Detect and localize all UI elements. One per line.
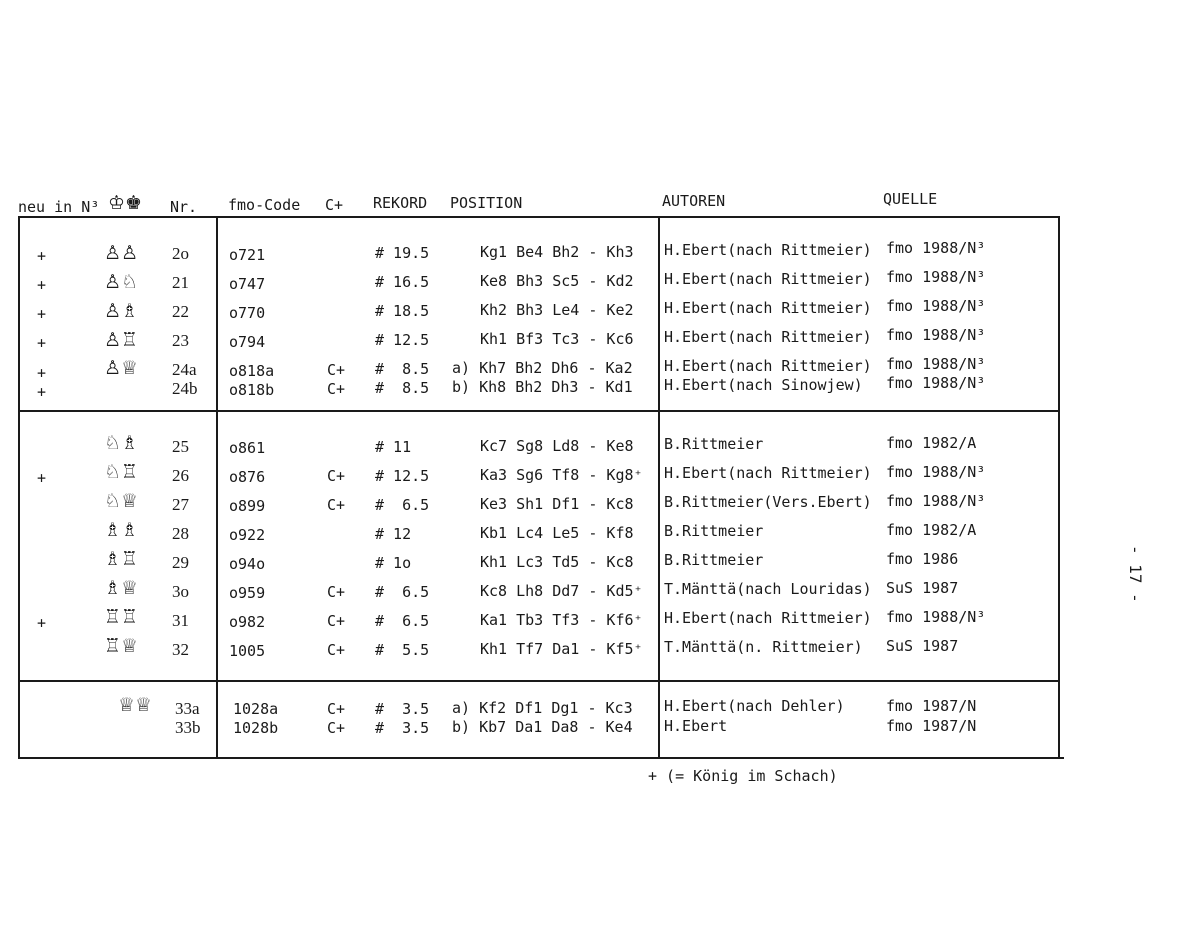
cell-nr: 22	[172, 302, 189, 321]
header-rekord: REKORD	[373, 194, 428, 212]
cell-rekord: # 12.5	[375, 331, 430, 349]
cell-neu: +	[37, 334, 47, 352]
cell-position: b) Kh8 Bh2 Dh3 - Kd1	[452, 378, 633, 396]
cell-rekord: # 12	[375, 525, 412, 543]
cell-author: T.Mänttä(n. Rittmeier)	[664, 638, 863, 656]
cell-pieces-icon: ♕♕	[118, 694, 153, 716]
cell-nr: 24a	[172, 360, 197, 379]
cell-source: fmo 1986	[886, 550, 959, 568]
cell-position: Ke8 Bh3 Sc5 - Kd2	[480, 272, 634, 290]
cell-rekord: # 6.5	[375, 496, 430, 514]
cell-author: H.Ebert(nach Dehler)	[664, 697, 845, 715]
cell-cplus: C+	[327, 583, 346, 601]
cell-rekord: # 11	[375, 438, 412, 456]
cell-neu: +	[37, 614, 47, 632]
cell-pieces-icon: ♘♕	[104, 490, 139, 512]
cell-neu: +	[37, 469, 47, 487]
cell-code: o818b	[229, 381, 275, 399]
cell-source: fmo 1988/N³	[886, 268, 986, 286]
header-autoren: AUTOREN	[662, 192, 726, 210]
cell-author: H.Ebert(nach Rittmeier)	[664, 357, 872, 375]
table-bottom-rule	[18, 757, 1064, 759]
table-left-border	[18, 216, 20, 759]
cell-code: o747	[229, 275, 266, 293]
cell-pieces-icon: ♙♖	[104, 329, 139, 351]
cell-nr: 24b	[172, 379, 198, 398]
cell-neu: +	[37, 383, 47, 401]
cell-position: Ke3 Sh1 Df1 - Kc8	[480, 495, 634, 513]
cell-nr: 32	[172, 640, 189, 659]
cell-author: H.Ebert(nach Rittmeier)	[664, 609, 872, 627]
cell-nr: 3o	[172, 582, 189, 601]
cell-author: B.Rittmeier(Vers.Ebert)	[664, 493, 872, 511]
cell-position: a) Kf2 Df1 Dg1 - Kc3	[452, 699, 633, 717]
cell-rekord: # 18.5	[375, 302, 430, 320]
cell-code: o94o	[229, 555, 266, 573]
cell-rekord: # 19.5	[375, 244, 430, 262]
header-cplus: C+	[325, 196, 344, 214]
cell-nr: 33a	[175, 699, 200, 718]
cell-code: o794	[229, 333, 266, 351]
cell-code: o721	[229, 246, 266, 264]
cell-position: Kg1 Be4 Bh2 - Kh3	[480, 243, 634, 261]
group-divider-1	[18, 410, 1060, 412]
cell-position: Kh1 Lc3 Td5 - Kc8	[480, 553, 634, 571]
cell-position: a) Kh7 Bh2 Dh6 - Ka2	[452, 359, 633, 377]
cell-nr: 2o	[172, 244, 189, 263]
cell-cplus: C+	[327, 380, 346, 398]
cell-author: H.Ebert(nach Sinowjew)	[664, 376, 863, 394]
cell-source: fmo 1988/N³	[886, 326, 986, 344]
cell-source: fmo 1988/N³	[886, 297, 986, 315]
table-right-border	[1058, 216, 1060, 759]
cell-source: fmo 1987/N	[886, 697, 977, 715]
cell-source: fmo 1988/N³	[886, 463, 986, 481]
cell-position: Ka3 Sg6 Tf8 - Kg8⁺	[480, 466, 643, 484]
cell-code: 1028b	[233, 719, 279, 737]
cell-pieces-icon: ♗♕	[104, 577, 139, 599]
cell-cplus: C+	[327, 496, 346, 514]
cell-author: H.Ebert(nach Rittmeier)	[664, 299, 872, 317]
cell-source: SuS 1987	[886, 579, 959, 597]
cell-neu: +	[37, 247, 47, 265]
cell-nr: 26	[172, 466, 189, 485]
cell-author: T.Mänttä(nach Louridas)	[664, 580, 872, 598]
cell-author: H.Ebert(nach Rittmeier)	[664, 464, 872, 482]
cell-code: 1005	[229, 642, 266, 660]
cell-code: o861	[229, 439, 266, 457]
cell-author: B.Rittmeier	[664, 551, 764, 569]
cell-rekord: # 5.5	[375, 641, 430, 659]
cell-position: Kh2 Bh3 Le4 - Ke2	[480, 301, 634, 319]
cell-pieces-icon: ♗♗	[104, 519, 139, 541]
column-divider-nr	[216, 216, 218, 759]
cell-source: fmo 1982/A	[886, 521, 977, 539]
cell-nr: 29	[172, 553, 189, 572]
cell-source: fmo 1982/A	[886, 434, 977, 452]
cell-source: fmo 1988/N³	[886, 608, 986, 626]
header-nr: Nr.	[170, 198, 198, 216]
cell-position: Kb1 Lc4 Le5 - Kf8	[480, 524, 634, 542]
cell-code: o770	[229, 304, 266, 322]
cell-author: H.Ebert(nach Rittmeier)	[664, 270, 872, 288]
cell-position: b) Kb7 Da1 Da8 - Ke4	[452, 718, 633, 736]
cell-cplus: C+	[327, 719, 346, 737]
cell-position: Kh1 Tf7 Da1 - Kf5⁺	[480, 640, 643, 658]
cell-source: SuS 1987	[886, 637, 959, 655]
cell-rekord: # 16.5	[375, 273, 430, 291]
cell-cplus: C+	[327, 641, 346, 659]
cell-position: Ka1 Tb3 Tf3 - Kf6⁺	[480, 611, 643, 629]
cell-author: H.Ebert(nach Rittmeier)	[664, 241, 872, 259]
cell-nr: 31	[172, 611, 189, 630]
table-top-rule	[18, 216, 1060, 218]
cell-nr: 33b	[175, 718, 201, 737]
header-kings-icon: ♔♚	[108, 192, 143, 214]
group-divider-2	[18, 680, 1060, 682]
cell-nr: 21	[172, 273, 189, 292]
cell-nr: 25	[172, 437, 189, 456]
cell-pieces-icon: ♘♖	[104, 461, 139, 483]
cell-pieces-icon: ♙♕	[104, 357, 139, 379]
cell-pieces-icon: ♘♗	[104, 432, 139, 454]
cell-pieces-icon: ♙♘	[104, 271, 139, 293]
cell-rekord: # 8.5	[375, 379, 430, 397]
cell-neu: +	[37, 276, 47, 294]
cell-author: B.Rittmeier	[664, 522, 764, 540]
cell-rekord: # 6.5	[375, 583, 430, 601]
cell-code: o818a	[229, 362, 275, 380]
cell-position: Kc8 Lh8 Dd7 - Kd5⁺	[480, 582, 643, 600]
cell-code: o959	[229, 584, 266, 602]
cell-rekord: # 3.5	[375, 719, 430, 737]
cell-cplus: C+	[327, 612, 346, 630]
cell-author: H.Ebert(nach Rittmeier)	[664, 328, 872, 346]
cell-pieces-icon: ♙♙	[104, 242, 139, 264]
cell-pieces-icon: ♖♖	[104, 606, 139, 628]
cell-pieces-icon: ♗♖	[104, 548, 139, 570]
cell-nr: 23	[172, 331, 189, 350]
header-position: POSITION	[450, 194, 523, 212]
cell-cplus: C+	[327, 467, 346, 485]
cell-code: o922	[229, 526, 266, 544]
cell-rekord: # 1o	[375, 554, 412, 572]
cell-code: o982	[229, 613, 266, 631]
page-number: - 17 -	[1126, 545, 1145, 603]
cell-code: o876	[229, 468, 266, 486]
cell-nr: 28	[172, 524, 189, 543]
cell-rekord: # 8.5	[375, 360, 430, 378]
header-code: fmo-Code	[228, 196, 301, 214]
cell-pieces-icon: ♙♗	[104, 300, 139, 322]
cell-source: fmo 1988/N³	[886, 374, 986, 392]
header-neu: neu in N³	[18, 198, 100, 216]
cell-source: fmo 1988/N³	[886, 239, 986, 257]
cell-source: fmo 1987/N	[886, 717, 977, 735]
cell-pieces-icon: ♖♕	[104, 635, 139, 657]
cell-neu: +	[37, 364, 47, 382]
cell-cplus: C+	[327, 700, 346, 718]
cell-rekord: # 3.5	[375, 700, 430, 718]
cell-position: Kh1 Bf3 Tc3 - Kc6	[480, 330, 634, 348]
header-quelle: QUELLE	[883, 190, 938, 208]
cell-rekord: # 6.5	[375, 612, 430, 630]
cell-position: Kc7 Sg8 Ld8 - Ke8	[480, 437, 634, 455]
cell-code: 1028a	[233, 700, 279, 718]
cell-nr: 27	[172, 495, 189, 514]
cell-source: fmo 1988/N³	[886, 492, 986, 510]
column-divider-autoren	[658, 216, 660, 759]
cell-cplus: C+	[327, 361, 346, 379]
footnote: + (= König im Schach)	[648, 767, 838, 785]
cell-author: B.Rittmeier	[664, 435, 764, 453]
cell-source: fmo 1988/N³	[886, 355, 986, 373]
cell-neu: +	[37, 305, 47, 323]
cell-code: o899	[229, 497, 266, 515]
cell-rekord: # 12.5	[375, 467, 430, 485]
cell-author: H.Ebert	[664, 717, 728, 735]
